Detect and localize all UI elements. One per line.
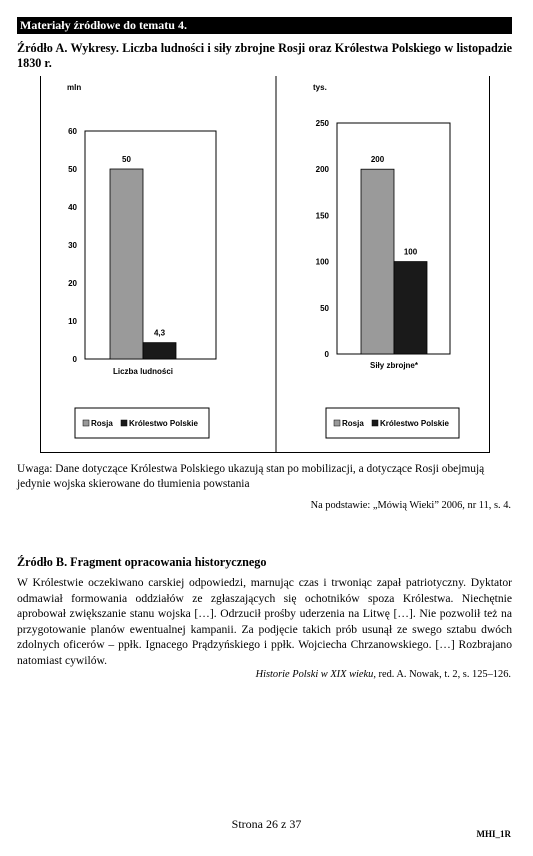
chart1-tick-label: 30 xyxy=(68,241,77,250)
chart1-tick-label: 40 xyxy=(68,203,77,212)
source-b-title: Źródło B. Fragment opracowania historycznego xyxy=(17,555,267,569)
chart1-tick-label: 20 xyxy=(68,279,77,288)
chart2-value-label: 100 xyxy=(403,247,418,257)
chart1-category-label: Liczba ludności xyxy=(112,367,174,376)
chart2-tick-label: 0 xyxy=(324,350,329,359)
source-b-credit-rest: , red. A. Nowak, t. 2, s. 125–126. xyxy=(373,669,511,680)
chart2-tick-label: 100 xyxy=(315,257,329,267)
section-header: Materiały źródłowe do tematu 4. xyxy=(17,17,512,34)
source-b-credit-title: Historie Polski w XIX wieku xyxy=(255,669,374,680)
chart2-unit-label: tys. xyxy=(313,83,327,92)
chart2-tick-label: 250 xyxy=(315,119,329,128)
chart2-legend-label: Rosja xyxy=(342,419,364,428)
chart2-tick-label: 50 xyxy=(320,303,329,313)
chart1-tick-label: 50 xyxy=(68,165,77,174)
chart2-value-label: 200 xyxy=(370,155,385,165)
chart2-bar-rosja xyxy=(361,169,394,354)
chart1-tick-label: 10 xyxy=(68,317,77,326)
chart2-tick-label: 150 xyxy=(315,211,329,221)
chart1-value-label: 50 xyxy=(122,155,131,164)
source-a-title: Źródło A. Wykresy. Liczba ludności i siły zbrojne Rosji oraz Królestwa Polskiego w listopadzie 1830 r. xyxy=(17,41,512,70)
chart1-legend-label: Rosja xyxy=(91,419,113,428)
charts-frame xyxy=(40,76,490,453)
chart1-bar-rosja xyxy=(110,169,143,359)
chart2-legend-label: Królestwo Polskie xyxy=(380,419,449,428)
chart2-legend-swatch xyxy=(334,420,340,426)
chart1-unit-label: mln xyxy=(67,83,82,92)
chart1-legend-label: Królestwo Polskie xyxy=(129,419,198,428)
source-a-note: Uwaga: Dane dotyczące Królestwa Polskiego ukazują stan po mobilizacji, a dotyczące Rosji obejmują jedynie wojska skierowane do tłumienia powstania xyxy=(17,463,485,490)
document-code: MHI_1R xyxy=(476,829,511,839)
page-number: Strona 26 z 37 xyxy=(231,817,302,831)
chart1-plot-frame xyxy=(85,131,216,359)
chart1-bar-krolestwo xyxy=(143,343,176,359)
charts-svg xyxy=(41,76,491,453)
chart1-tick-label: 60 xyxy=(68,127,77,136)
source-a-credit: Na podstawie: „Mówią Wieki” 2006, nr 11, s. 4. xyxy=(310,500,511,511)
chart1-legend-swatch xyxy=(121,420,127,426)
chart2-bar-krolestwo xyxy=(394,262,427,354)
chart1-value-label: 4,3 xyxy=(153,328,166,338)
source-b-body: W Królestwie oczekiwano carskiej odpowiedzi, marnując czas i trwoniąc zapał patriotyczny. Dyktator odmawiał formowania oddziałów ze zgłaszających się ochotników spoza Królestwa. Niechętnie aprobował zwiększanie stanu wojska […]. Odrzucił prośby uderzenia na Litwę […]. Nie pozwolił też na przygotowanie planów ewentualnej kampanii. Za podjęcie takich prób usunął ze swego sztabu dwóch zdolnych oficerów – ppłk. Ignacego Prądzyńskiego i ppłk. Wojciecha Chrzanowskiego. […] Rozbrajano natomiast cywilów. xyxy=(17,576,512,667)
chart2-legend-swatch xyxy=(372,420,378,426)
chart1-tick-label: 0 xyxy=(72,355,77,364)
source-b-credit xyxy=(256,669,511,680)
chart1-legend-swatch xyxy=(83,420,89,426)
chart2-tick-label: 200 xyxy=(315,165,329,175)
chart2-category-label: Siły zbrojne* xyxy=(369,361,419,370)
